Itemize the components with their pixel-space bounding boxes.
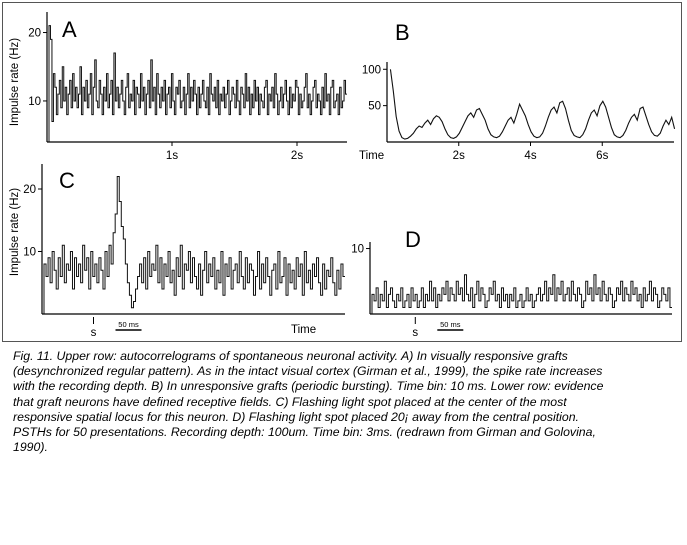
scale-bar-label: 50 ms <box>440 320 461 329</box>
y-tick-label: 20 <box>28 27 41 40</box>
panel-a-letter: A <box>62 17 77 42</box>
panel-d-axes <box>351 242 672 339</box>
scale-bar-label: 50 ms <box>118 320 139 329</box>
panel-a-ylabel: Impulse rate (Hz) <box>9 37 21 127</box>
y-tick-label: 20 <box>23 184 36 196</box>
caption-line: Fig. 11. Upper row: autocorrelograms of spontaneous neuronal activity. A) In visually responsive grafts <box>13 349 568 363</box>
panel-a-plot <box>49 26 347 142</box>
series-trace <box>372 275 672 314</box>
stimulus-label: s <box>412 327 419 339</box>
x-tick-label: 4s <box>524 150 537 162</box>
series-trace <box>49 26 347 142</box>
stimulus-label: s <box>90 327 97 339</box>
series-trace <box>390 69 674 139</box>
panel-c-xlabel: Time <box>291 324 317 336</box>
figure-caption <box>13 349 673 455</box>
caption-line: (desynchronized regular pattern). As in the intact visual cortex (Girman et al., 1999), the spike rate increases <box>13 364 603 379</box>
y-tick-label: 50 <box>368 100 381 113</box>
panel-d-letter: D <box>405 227 421 252</box>
panel-d <box>351 227 672 339</box>
x-tick-label: 2s <box>290 150 304 162</box>
caption-line: responsive spatial locus for this neuron. D) Flashing light spot placed 20¡ away from the central position. <box>13 409 579 424</box>
panel-b-xlabel: Time <box>359 150 385 162</box>
caption-line: 1990). <box>13 440 48 455</box>
x-tick-label: 2s <box>452 150 465 162</box>
x-tick-label: 6s <box>596 150 609 162</box>
figure-panels <box>2 2 682 342</box>
panel-a <box>9 12 347 162</box>
caption-line: that graft neurons have defined receptive fields. C) Flashing light spot placed at the center of the most <box>13 394 567 409</box>
caption-line: with the recording depth. B) In unresponsive grafts (periodic bursting). Time bin: 10 ms. Lower row: evidence <box>13 379 604 394</box>
y-tick-label: 10 <box>28 95 41 108</box>
y-tick-label: 100 <box>361 64 381 77</box>
y-tick-label: 10 <box>351 243 364 256</box>
panel-c-plot <box>44 177 345 315</box>
panel-c <box>9 164 345 339</box>
panel-c-letter: C <box>59 168 75 193</box>
caption-line: PSTHs for 50 presentations. Recording depth: 100um. Time bin: 3ms. (redrawn from Girman and Golovina, <box>13 425 596 440</box>
x-tick-label: 1s <box>165 150 179 162</box>
panel-b <box>359 20 675 162</box>
panel-b-letter: B <box>395 20 410 45</box>
panel-c-ylabel: Impulse rate (Hz) <box>9 187 21 277</box>
series-trace <box>44 177 345 315</box>
panel-b-plot <box>390 69 674 139</box>
panel-d-plot <box>372 275 672 314</box>
y-tick-label: 10 <box>23 246 36 259</box>
